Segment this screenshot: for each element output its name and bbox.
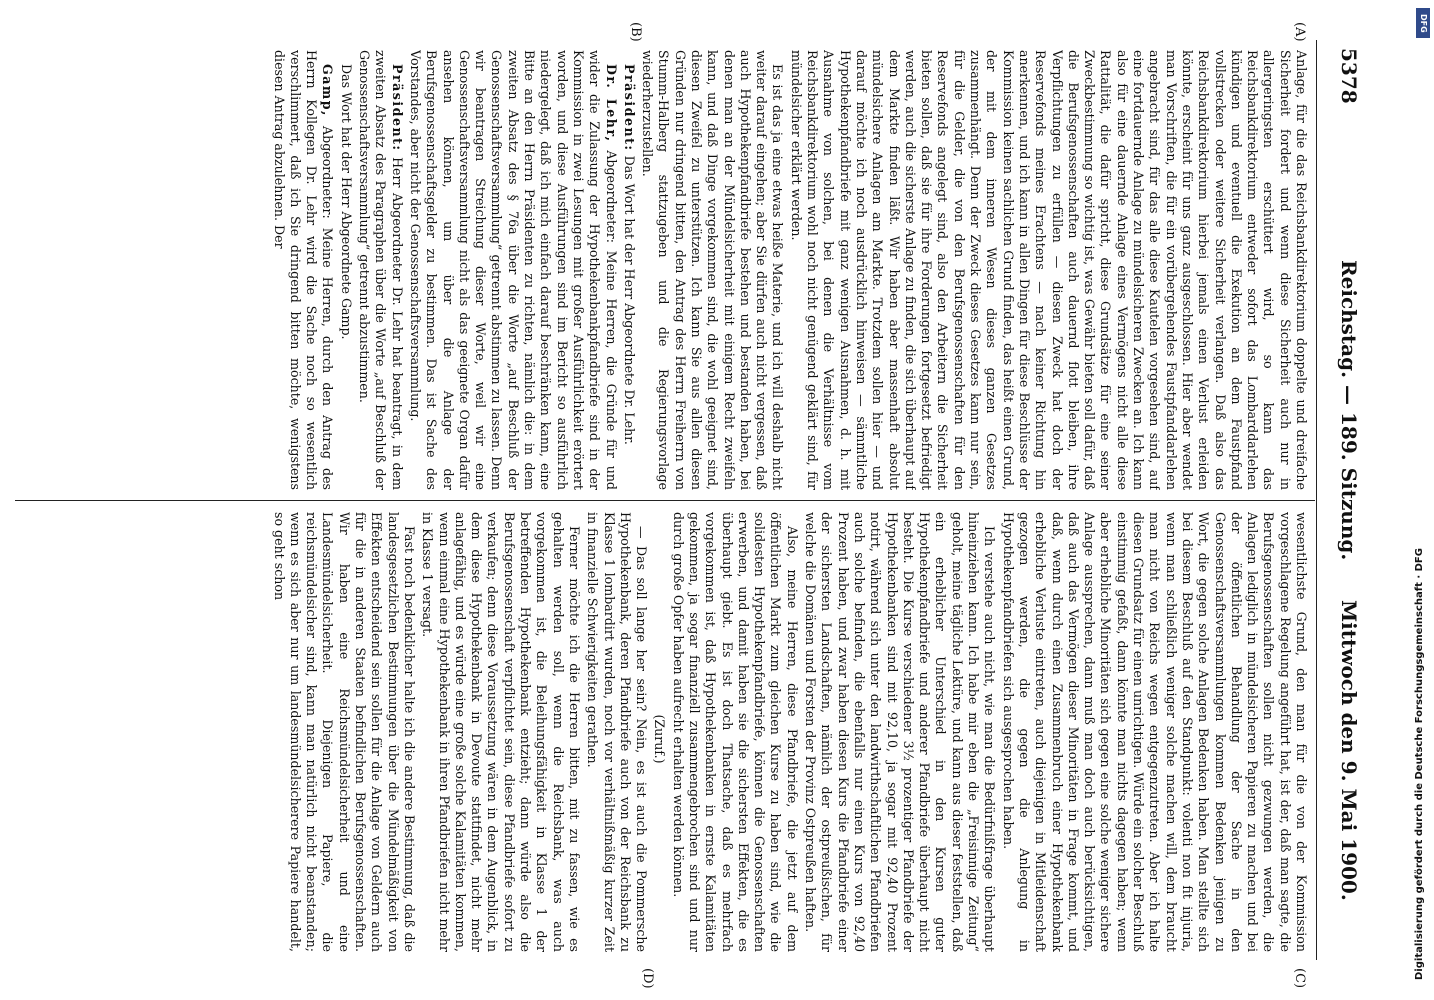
paragraph <box>356 50 405 490</box>
paragraph-text: Herr Abgeordneter Dr. Lehr hat beantragt, in dem zweiten Absatz des Paragraphen über die Worte „auf Beschluß der Genossenschaftsversammlung“ getrennt abzustimmen. <box>357 50 405 490</box>
paragraph: Fast noch bedenklicher halte ich die andere Bestimmung, daß die landesgesetzlichen Bestimmungen über die Mündelmäßigkeit von Effekten entscheidend sein sollen für die Anlage von Geldern auch für die in anderen Staaten befindlichen Berufsgenossenschaften. Wir haben eine Reichsmündelsicherheit und eine Landesmündelsicherheit. Diejenigen Papiere, die reichsmündelsicher sind, kann man natürlich nicht beanstanden; wenn es sich aber nur um landesmündelsicherere Papiere handelt, so geht schon <box>271 512 417 952</box>
speaker-label: Gamp, <box>320 64 336 117</box>
paragraph-text: Abgeordneter: Meine Herren, die Gründe für und wider die Zulassung der Hypothekenbankpfandbriefe sind in der Kommission in zwei Lesungen mit großer Ausführlichkeit erörtert worden, und diese Ausführungen sind im Bericht so ausführlich niedergelegt, daß ich mich einfach darauf beschränken kann, eine Bitte an den Herrn Präsidenten zu richten, nämlich die: in dem zweiten Absatz des § 76a über die Worte „auf Beschluß der Genossenschaftsversammlung“ getrennt abstimmen zu lassen. Denn wir beantragen Streichung dieser Worte, weil wir eine Genossenschaftsversammlung nicht als das geeignete Organ dafür ansehen können, um über die Anlage der Berufsgenossenschaftsgelder zu bestimmen. Das ist Sache des Vorstandes, aber nicht der Genossenschaftsversammlung. <box>407 50 619 490</box>
column-divider <box>15 500 1315 501</box>
paragraph <box>270 50 335 490</box>
paragraph: Ich verstehe auch nicht, wie man die Bedürfnißfrage überhaupt hineinziehen kann. Ich habe mir eben die „Freisinnige Zeitung“ geholt, meine tägliche Lektüre, und kann aus dieser feststellen, daß ein erheblicher Unterschied in den Kursen guter Hypothekenpfandbriefe und anderer Pfandbriefe überhaupt nicht besteht. Die Kurse verschiedener 3½ prozentiger Pfandbriefe der Hypothekenbanken sind mit 92,10, ja sogar mit 92,40 Prozent notirt, während sich unter den landwirthschaftlichen Pfandbriefen auch solche befinden, die ebenfalls nur einen Kurs von 92,40 Prozent haben, und zwar haben diesen Kurs die Pfandbriefe einer der sichersten Landschaften, nämlich der ostpreußischen, für welche die Domänen und Forsten der Provinz Ostpreußen haften. <box>803 512 998 952</box>
digitization-credit: Digitalisierung gefördert durch die Deutsche Forschungsgemeinschaft · DFG <box>1414 548 1425 980</box>
paragraph: Ferner möchte ich die Herren bitten, mit zu fassen, wie es gehalten werden soll, wenn die Reichsbank, was auch vorgekommen ist, die Beleihungsfähigkeit in Klasse 1 der betreffenden Hypothekenbank entzieht; dann würde also die Berufsgenossenschaft verpflichtet sein, diese Pfandbriefe sofort zu verkaufen; denn diese Voraussetzung wären in dem Augenblick, in dem diese Hypothekenbank in Devoute stattfindet, nicht mehr anlagefähig, und es würde eine große solche Kalamitäten kommen, wenn einmal eine Hypothekenbank in ihren Pfandbriefen nicht mehr in Klasse 1 versagt. <box>420 512 582 952</box>
speaker-label: Dr. Lehr, <box>603 64 619 143</box>
paragraph: Anlage, für die das Reichsbankdirektorium doppelte und dreifache Sicherheit fordert und wenn diese Sicherheit auch nur in allergeringsten erschüttert wird, so kann das Reichsbankdirektorium entweder sofort das Lombarddarlehen kündigen und eventuell die Exekution an dem Faustpfand vollstrecken oder weitere Sicherheit verlangen. Daß also das Reichsbankdirektorium hierbei jemals einen Verlust erleiden könnte, erscheint für uns ganz ausgeschlossen. Hier aber wendet man Vorschriften, die für ein vorübergehendes Faustpfanddarlehen angebracht sind, für das alle diese Kautelen vorgesehen sind, auf eine fortdauernde Anlage zu mündelsicheren Zwecken an. Ich kann also für eine dauernde Anlage eines Vermögens nicht alle diese Rattalität, die dafür spricht, diese Grundsätze für eine seiner Zweckbestimmung so wichtig ist, was Gewähr bieten soll dafür, daß die Berufsgenossenschaften auch dauernd flott bleiben, ihre Verpflichtungen zu erfüllen — diesen Zweck hat doch der Reservefonds meines Erachtens — nach keiner Richtung hin anerkennen, und ich kann in allen Dingen für diese Beschlüsse der Kommission keinen sachlichen Grund finden, das heißt einen Grund, der mit dem inneren Wesen dieses ganzen Gesetzes zusammenhängt. Denn der Zweck dieses Gesetzes kann nur sein, für die Gelder, die von den Berufsgenossenschaften für den Reservefonds angelegt sind, also den Arbeitern die Sicherheit bieten sollen, daß sie für ihre Forderungen fortgesetzt befriedigt werden, auch die sicherste Anlage zu finden, die sich überhaupt auf dem Markte finden läßt. Wir haben aber massenhaft absolut mündelsichere Anlagen am Markte. Trotzdem sollen hier — und darauf möchte ich noch ausdrücklich hinweisen — sämmtliche Hypothekenpfandbriefe mit ganz wenigen Ausnahmen, d. h. mit Ausnahme von solchen, bei denen die Verhältnisse vom Reichsbankdirektorium wohl noch nicht genügend geklärt sind, für mündelsicher erklärt werden. <box>788 50 1309 490</box>
speaker-label: Präsident: <box>389 64 405 152</box>
paragraph <box>621 50 637 490</box>
paragraph: Es ist das ja eine etwas heiße Materie, und ich will deshalb nicht weiter darauf eingehen; aber Sie dürfen auch nicht vergessen, daß auch Hypothekenpfandbriefe bestehen und bestanden haben, bei denen man an der Mündelsicherheit mit einigem Recht zweifeln kann, und daß Dinge vorgekommen sind, die wohl geeignet sind, diesen Zweifel zu unterstützen. Ich kann Sie aus allen diesen Gründen nur dringend bitten, den Antrag des Herrn Freiherrn von Stumm-Halberg stattzugeben und die Regierungsvorlage wiederherzustellen. <box>640 50 786 490</box>
header-left-title: Reichstag. — 189. Sitzung. <box>1337 260 1361 561</box>
paragraph: Also, meine Herren, diese Pfandbriefe, die jetzt auf dem öffentlichen Markt zum gleichen Kurse zu haben sind, wie die solidesten Hypothekenpfandbriefe, können die Genossenschaften erwerben, und damit haben sie die sichersten Effekten, die es überhaupt giebt. Es ist doch Thatsache, daß es mehrfach vorgekommen ist, daß Hypothekenbanken in ernste Kalamitäten gekommen, ja sogar finanziell zusammengebrochen sind und nur durch große Opfer haben aufrecht erhalten werden können. <box>670 512 800 952</box>
paragraph: wesentlichste Grund, den man für die von der Kommission vorgeschlagene Regelung angeführt hat, ist der, daß man sagte, die Berufsgenossenschaften sollen nicht gezwungen werden, die Anlagen lediglich in mündelsicheren Papieren zu machen und bei der öffentlichen Behandlung der Sache in den Genossenschaftsversammlungen kommen Bedenken jenigen zu Wort, die gegen solche Anlagen Bedenken haben. Man stellte sich bei diesem Beschluß auf den Standpunkt: volenti non fit injuria, wenn man schließlich weniger solche machen will, dem braucht man nicht von Reichs wegen entgegenzutreten. Aber ich halte diesen Grundsatz für einen unrichtigen. Würde ein solcher Beschluß einstimmig gefaßt, dann könnte man nichts dagegen haben; wenn aber erhebliche Minoritäten sich gegen eine solche weniger sichere Anlage aussprechen, dann muß man doch auch berücksichtigen, daß auch das Vermögen dieser Minoritäten in Frage kommt, und daß, wenn durch einen Zusammenbruch einer Hypothekenbank erhebliche Verluste eintreten, auch diejenigen in Mitleidenschaft gezogen werden, die gegen die Anlegung in Hypothekenpfandbriefen sich ausgesprochen haben. <box>1000 512 1309 952</box>
right-column <box>15 512 1309 952</box>
section-marker-b: (B) <box>628 22 643 42</box>
paragraph <box>407 50 619 490</box>
speaker-label: Präsident: <box>621 64 637 152</box>
dfg-stamp <box>1412 0 1434 1000</box>
dfg-logo: DFG <box>1416 8 1430 38</box>
paragraph-text: Abgeordneter: Meine Herren, durch den Antrag des Herrn Kollegen Dr. Lehr wird die Sache noch so wesentlich verschlimmert, daß ich Sie dringend bitten möchte, wenigstens diesen Antrag abzulehnen. Der <box>271 50 336 490</box>
paragraph-text: Das Wort hat der Herr Abgeordnete Dr. Lehr. <box>621 155 637 445</box>
header-right-title: Mittwoch den 9. Mai 1900. <box>1337 600 1361 901</box>
paragraph: — Das soll lange her sein? Nein, es ist auch die Pommersche Hypothekenbank, deren Pfandbriefe auch von der Reichsbank zu Klasse 1 lombardirt wurden, noch vor verhältnißmäßig kurzer Zeit in finanzielle Schwierigkeiten gerathen. <box>585 512 650 952</box>
page-number: 5378 <box>1337 48 1361 104</box>
paragraph: Das Wort hat der Herr Abgeordnete Gamp. <box>338 64 354 340</box>
section-marker-d: (D) <box>640 968 655 989</box>
left-column <box>15 50 1309 490</box>
section-marker-a: (A) <box>1292 22 1307 42</box>
section-marker-c: (C) <box>1292 968 1307 989</box>
header-rule <box>1316 40 1317 960</box>
paragraph: (Zuruf.) <box>652 714 668 764</box>
